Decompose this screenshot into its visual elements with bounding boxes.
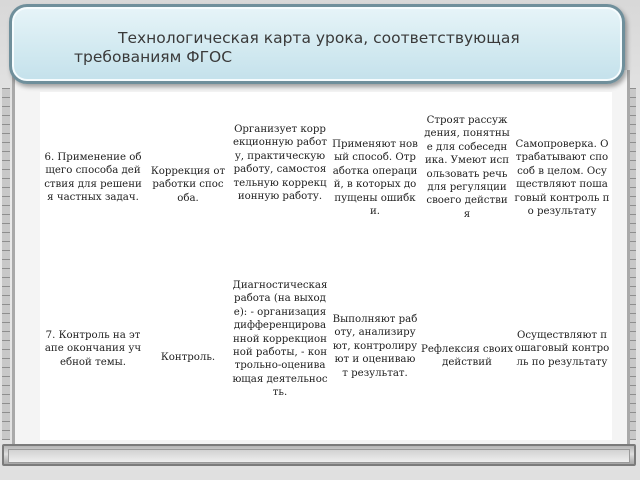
- row2-stage: 7. Контроль на этапе окончания учебной темы.: [44, 330, 142, 368]
- row1-regulative: Самопроверка. Отрабатывают способ в целом. Осуществляют пошаговый контроль по результату: [514, 139, 610, 218]
- row2-goal: Контроль.: [160, 352, 216, 363]
- left-decor-rail: [2, 88, 10, 440]
- row1-teacher: Организует коррекционную работу, практическую работу, самостоятельную коррекционную работу.: [232, 124, 328, 203]
- row2-regulative: Осуществляют пошаговый контроль по результату: [514, 330, 610, 368]
- row1-goal: Коррекция отработки способа.: [150, 166, 226, 204]
- slide-title: Технологическая карта урока, соответствующая требованиям ФГОС: [74, 29, 520, 66]
- row2-students-activity: Выполняют работу, анализируют, контролируют и оценивают результат.: [332, 314, 418, 379]
- row1-communicative: Строят рассуждения, понятные для собеседника. Умеют использовать речь для регуляции своего действия: [424, 115, 510, 220]
- row2-teacher: Диагностическая работа (на выходе): - организация дифференцированной коррекционной работы, - контрольно-оценивающая деятельность.: [232, 280, 328, 399]
- row1-stage: 6. Применение общего способа действия для решения частных задач.: [44, 152, 142, 204]
- row2-communicative: Рефлексия своих действий: [421, 344, 513, 369]
- row1-students-activity: Применяют новый способ. Отработка операций, в которых допущены ошибки.: [332, 139, 418, 218]
- bottom-decor-bar-inner: [8, 449, 630, 463]
- bottom-decor-bar: [2, 444, 636, 466]
- title-banner: [9, 4, 625, 84]
